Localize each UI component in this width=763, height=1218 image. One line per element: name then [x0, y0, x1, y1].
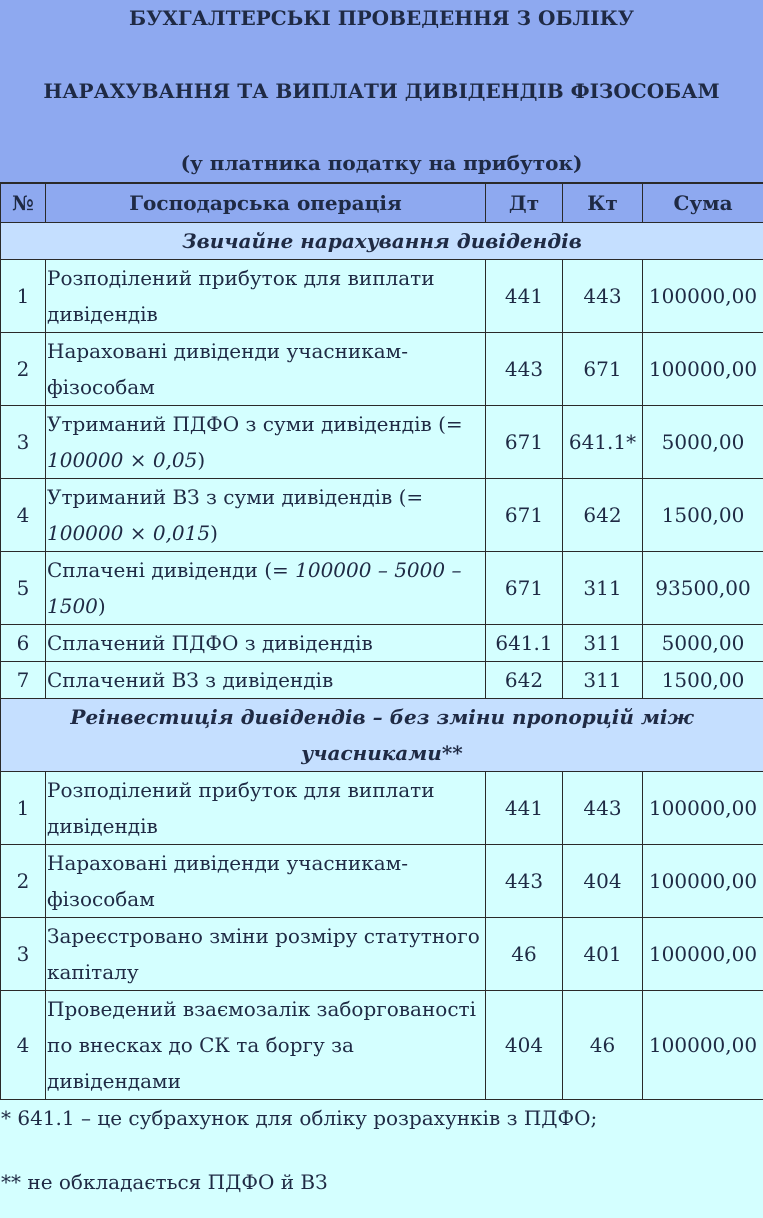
- row-operation: [46, 406, 486, 479]
- row-num: 3: [1, 406, 46, 479]
- row-dt: 641.1: [486, 625, 563, 662]
- operation-text: Утриманий ПДФО з суми дивідендів: [47, 412, 432, 436]
- formula-open: (=: [392, 485, 424, 509]
- row-kt: 443: [563, 772, 643, 845]
- row-kt: 641.1*: [563, 406, 643, 479]
- footnotes: [0, 1100, 763, 1200]
- section-title: Реінвестиція дивідендів – без зміни пропорцій між учасниками**: [1, 699, 763, 772]
- row-operation: [46, 260, 486, 333]
- formula-open: (=: [438, 412, 463, 436]
- section-title: Звичайне нарахування дивідендів: [1, 223, 763, 260]
- operation-text: Сплачені дивіденди: [47, 558, 258, 582]
- footnote-2: ** не обкладається ПДФО й ВЗ: [1, 1170, 328, 1194]
- row-num: 1: [1, 772, 46, 845]
- row-dt: 443: [486, 333, 563, 406]
- row-num: 5: [1, 552, 46, 625]
- formula-close: ): [197, 448, 206, 472]
- row-dt: 642: [486, 662, 563, 699]
- header-operation: Господарська операція: [46, 184, 486, 223]
- row-dt: 671: [486, 406, 563, 479]
- operation-text: Розподілений прибуток для виплати дивідендів: [47, 266, 435, 326]
- row-operation: [46, 479, 486, 552]
- formula: 100000 × 0,05: [47, 448, 198, 472]
- row-kt: 404: [563, 845, 643, 918]
- row-sum: 100000,00: [643, 333, 763, 406]
- row-num: 3: [1, 918, 46, 991]
- header-dt: Дт: [486, 184, 563, 223]
- table-row: [1, 772, 763, 845]
- table-row: [1, 333, 763, 406]
- table-header-row: [1, 184, 763, 223]
- row-num: 4: [1, 479, 46, 552]
- title-line-2: НАРАХУВАННЯ ТА ВИПЛАТИ ДИВІДЕНДІВ ФІЗОСОБАМ: [43, 79, 720, 103]
- table-row: [1, 552, 763, 625]
- row-kt: 443: [563, 260, 643, 333]
- row-kt: 46: [563, 991, 643, 1100]
- header-num: №: [1, 184, 46, 223]
- row-operation: Нараховані дивіденди учасникам-фізособам: [46, 845, 486, 918]
- table-row: [1, 918, 763, 991]
- row-operation: Зареєстровано зміни розміру статутного капіталу: [46, 918, 486, 991]
- entries-table: [0, 183, 763, 1100]
- row-operation: Проведений взаємозалік заборгованості по внесках до СК та боргу за дивідендами: [46, 991, 486, 1100]
- row-dt: 671: [486, 479, 563, 552]
- operation-text: Нараховані дивіденди учасникам-фізособам: [47, 339, 408, 399]
- row-num: 2: [1, 333, 46, 406]
- row-sum: 5000,00: [643, 625, 763, 662]
- table-row: [1, 406, 763, 479]
- row-operation: [46, 333, 486, 406]
- row-kt: 311: [563, 552, 643, 625]
- header-sum: Сума: [643, 184, 763, 223]
- row-dt: 404: [486, 991, 563, 1100]
- row-num: 6: [1, 625, 46, 662]
- formula-open: (=: [257, 558, 296, 582]
- row-sum: 5000,00: [643, 406, 763, 479]
- row-operation: Сплачений ВЗ з дивідендів: [46, 662, 486, 699]
- row-num: 2: [1, 845, 46, 918]
- operation-text: Утриманий ВЗ з суми дивідендів: [47, 485, 393, 509]
- table-row: [1, 479, 763, 552]
- table-row: [1, 260, 763, 333]
- row-sum: 100000,00: [643, 918, 763, 991]
- row-kt: 401: [563, 918, 643, 991]
- footnote-1: * 641.1 – це субрахунок для обліку розрахунків з ПДФО;: [1, 1106, 598, 1130]
- row-dt: 443: [486, 845, 563, 918]
- row-dt: 441: [486, 772, 563, 845]
- row-sum: 100000,00: [643, 260, 763, 333]
- document-title: [0, 0, 763, 183]
- row-num: 7: [1, 662, 46, 699]
- row-operation: [46, 552, 486, 625]
- row-operation: Розподілений прибуток для виплати дивідендів: [46, 772, 486, 845]
- table-row: [1, 845, 763, 918]
- row-sum: 100000,00: [643, 845, 763, 918]
- title-line-3: (у платника податку на прибуток): [180, 151, 583, 175]
- row-kt: 311: [563, 662, 643, 699]
- table-row: [1, 662, 763, 699]
- row-sum: 100000,00: [643, 991, 763, 1100]
- row-sum: 1500,00: [643, 479, 763, 552]
- row-dt: 46: [486, 918, 563, 991]
- formula: 100000 – 5000 – 1500: [47, 558, 462, 618]
- row-num: 1: [1, 260, 46, 333]
- row-kt: 642: [563, 479, 643, 552]
- section-header-ordinary: [1, 223, 763, 260]
- table-row: [1, 625, 763, 662]
- row-operation: Сплачений ПДФО з дивідендів: [46, 625, 486, 662]
- formula-close: ): [210, 521, 218, 545]
- row-sum: 93500,00: [643, 552, 763, 625]
- table-row: [1, 991, 763, 1100]
- row-sum: 1500,00: [643, 662, 763, 699]
- row-sum: 100000,00: [643, 772, 763, 845]
- row-dt: 441: [486, 260, 563, 333]
- row-num: 4: [1, 991, 46, 1100]
- row-kt: 671: [563, 333, 643, 406]
- section-header-reinvestment: [1, 699, 763, 772]
- row-dt: 671: [486, 552, 563, 625]
- formula: 100000 × 0,015: [47, 521, 211, 545]
- row-kt: 311: [563, 625, 643, 662]
- title-line-1: БУХГАЛТЕРСЬКІ ПРОВЕДЕННЯ З ОБЛІКУ: [129, 6, 634, 30]
- header-kt: Кт: [563, 184, 643, 223]
- formula-close: ): [97, 594, 106, 618]
